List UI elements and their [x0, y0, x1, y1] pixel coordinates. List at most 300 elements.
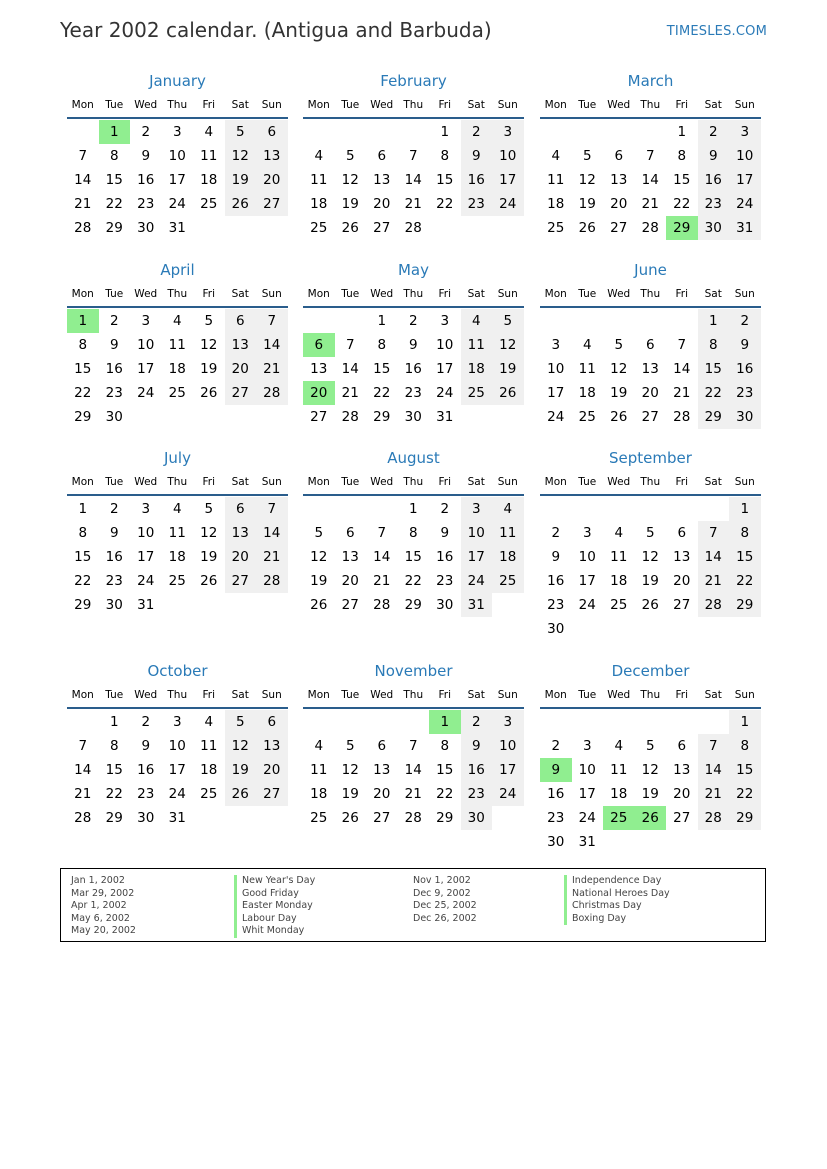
weekday-label: Thu	[167, 288, 188, 300]
legend-date: Jan 1, 2002	[71, 875, 125, 886]
page-title: Year 2002 calendar. (Antigua and Barbuda)	[60, 18, 492, 42]
weekday-label: Mon	[544, 476, 567, 488]
day-cell: 8	[377, 337, 387, 353]
day-cell: 1	[109, 714, 119, 730]
day-cell: 3	[729, 120, 761, 144]
day-cell: 3	[141, 501, 151, 517]
day-cell: 12	[225, 734, 257, 758]
day-cell: 10	[729, 144, 761, 168]
weekday-label: Sat	[704, 288, 722, 300]
holiday-day-cell: 1	[67, 309, 99, 333]
day-cell: 19	[641, 786, 659, 802]
day-cell: 7	[377, 525, 387, 541]
weekday-header	[303, 689, 524, 707]
holiday-day-cell: 6	[303, 333, 335, 357]
day-cell: 16	[137, 762, 155, 778]
holiday-day-cell: 1	[99, 120, 131, 144]
day-cell: 31	[461, 593, 493, 617]
month-name: August	[387, 449, 440, 467]
day-cell: 27	[256, 782, 288, 806]
holiday-day-cell: 29	[666, 216, 698, 240]
header-rule	[67, 117, 288, 119]
day-cell: 25	[168, 385, 186, 401]
day-cell: 20	[256, 168, 288, 192]
day-cell: 15	[404, 549, 422, 565]
weekday-label: Thu	[640, 476, 661, 488]
weekday-label: Sat	[467, 99, 485, 111]
day-cell: 1	[78, 501, 88, 517]
day-cell: 23	[547, 597, 565, 613]
day-cell: 7	[256, 497, 288, 521]
day-cell: 12	[200, 337, 218, 353]
day-cell: 18	[200, 172, 218, 188]
weekday-label: Wed	[370, 99, 394, 111]
header-rule	[540, 117, 761, 119]
day-cell: 28	[404, 220, 422, 236]
day-cell: 12	[610, 361, 628, 377]
day-cell: 19	[578, 196, 596, 212]
day-cell: 9	[109, 337, 119, 353]
legend-names-left	[234, 875, 315, 938]
weekday-label: Tue	[578, 689, 597, 701]
day-cell: 19	[200, 361, 218, 377]
month-june	[540, 261, 761, 461]
weekday-label: Wed	[607, 99, 631, 111]
day-cell: 13	[373, 762, 391, 778]
day-cell: 26	[225, 782, 257, 806]
day-cell: 13	[341, 549, 359, 565]
day-cell: 12	[310, 549, 328, 565]
weekday-label: Wed	[134, 476, 158, 488]
weekday-label: Sat	[231, 689, 249, 701]
day-cell: 21	[698, 569, 730, 593]
day-cell: 31	[168, 220, 186, 236]
weekday-label: Mon	[307, 689, 330, 701]
day-cell: 15	[436, 172, 454, 188]
day-cell: 31	[168, 810, 186, 826]
day-cell: 22	[373, 385, 391, 401]
weekday-label: Wed	[134, 288, 158, 300]
weekday-label: Thu	[167, 99, 188, 111]
day-cell: 30	[137, 810, 155, 826]
day-cell: 16	[436, 549, 454, 565]
day-cell: 6	[614, 148, 624, 164]
day-cell: 28	[256, 381, 288, 405]
header-rule	[67, 306, 288, 308]
day-cell: 10	[492, 144, 524, 168]
day-cell: 16	[404, 361, 422, 377]
day-cell: 18	[492, 545, 524, 569]
day-cell: 28	[256, 569, 288, 593]
legend-date: Apr 1, 2002	[71, 900, 127, 911]
day-cell: 13	[256, 144, 288, 168]
day-cell: 26	[492, 381, 524, 405]
weekday-label: Thu	[403, 689, 424, 701]
day-cell: 10	[461, 521, 493, 545]
month-february	[303, 72, 524, 272]
weekday-label: Thu	[640, 288, 661, 300]
day-cell: 28	[341, 409, 359, 425]
day-cell: 10	[547, 361, 565, 377]
weekday-header	[540, 99, 761, 117]
weekday-label: Sun	[261, 689, 282, 701]
day-cell: 10	[168, 738, 186, 754]
legend-name: National Heroes Day	[564, 888, 670, 901]
day-cell: 17	[168, 172, 186, 188]
legend-name: Independence Day	[564, 875, 670, 888]
day-cell: 23	[404, 385, 422, 401]
day-cell: 20	[225, 357, 257, 381]
day-cell: 2	[551, 525, 561, 541]
weekday-label: Thu	[167, 689, 188, 701]
day-cell: 19	[341, 196, 359, 212]
day-cell: 15	[373, 361, 391, 377]
day-cell: 3	[492, 710, 524, 734]
day-cell: 12	[225, 144, 257, 168]
weekday-label: Thu	[403, 288, 424, 300]
day-cell: 22	[74, 573, 92, 589]
weekday-label: Sat	[704, 689, 722, 701]
weekday-label: Tue	[341, 476, 360, 488]
day-cell: 2	[698, 120, 730, 144]
brand-link[interactable]: TIMESLES.COM	[666, 24, 767, 39]
day-cell: 25	[610, 597, 628, 613]
month-name: April	[160, 261, 195, 279]
day-cell: 12	[341, 172, 359, 188]
weekday-label: Mon	[544, 288, 567, 300]
weekday-label: Sun	[734, 689, 755, 701]
weekday-label: Sun	[734, 288, 755, 300]
day-cell: 22	[105, 786, 123, 802]
day-cell: 7	[698, 521, 730, 545]
day-cell: 4	[314, 738, 324, 754]
day-cell: 22	[436, 786, 454, 802]
day-cell: 30	[137, 220, 155, 236]
day-cell: 5	[614, 337, 624, 353]
day-cell: 17	[137, 549, 155, 565]
day-cell: 29	[404, 597, 422, 613]
day-cell: 4	[314, 148, 324, 164]
weekday-label: Sun	[497, 288, 518, 300]
day-cell: 2	[408, 313, 418, 329]
month-name: March	[627, 72, 674, 90]
day-cell: 4	[461, 309, 493, 333]
day-cell: 1	[729, 710, 761, 734]
day-cell: 1	[729, 497, 761, 521]
weekday-label: Sun	[497, 476, 518, 488]
month-name: May	[397, 261, 429, 279]
day-cell: 25	[547, 220, 565, 236]
day-cell: 9	[461, 734, 493, 758]
weekday-label: Sat	[467, 476, 485, 488]
legend-date: Nov 1, 2002	[413, 875, 471, 886]
day-cell: 30	[547, 834, 565, 850]
day-cell: 27	[256, 192, 288, 216]
day-cell: 14	[673, 361, 691, 377]
day-cell: 8	[729, 521, 761, 545]
day-cell: 30	[436, 597, 454, 613]
legend-date: Mar 29, 2002	[71, 887, 135, 899]
day-cell: 7	[345, 337, 355, 353]
day-cell: 27	[310, 409, 328, 425]
weekday-label: Sun	[261, 288, 282, 300]
month-name: November	[374, 662, 453, 680]
weekday-header	[303, 288, 524, 306]
day-cell: 1	[677, 124, 687, 140]
header-rule	[540, 707, 761, 709]
day-cell: 13	[673, 762, 691, 778]
month-september	[540, 449, 761, 649]
day-cell: 28	[74, 220, 92, 236]
day-cell: 29	[436, 810, 454, 826]
weekday-header	[67, 99, 288, 117]
day-cell: 30	[547, 621, 565, 637]
day-cell: 8	[109, 148, 119, 164]
weekday-label: Thu	[403, 476, 424, 488]
day-cell: 8	[729, 734, 761, 758]
legend-dates-right	[413, 875, 477, 925]
day-cell: 7	[408, 738, 418, 754]
day-cell: 11	[310, 762, 328, 778]
day-cell: 27	[341, 597, 359, 613]
day-cell: 7	[78, 738, 88, 754]
day-cell: 16	[461, 168, 493, 192]
legend-names-right	[564, 875, 670, 925]
day-cell: 9	[461, 144, 493, 168]
month-november	[303, 662, 524, 862]
day-cell: 17	[436, 361, 454, 377]
legend-dates-left	[71, 875, 136, 938]
weekday-label: Tue	[105, 476, 124, 488]
month-december	[540, 662, 761, 862]
month-name: December	[611, 662, 690, 680]
day-cell: 3	[172, 714, 182, 730]
day-cell: 1	[408, 501, 418, 517]
day-cell: 4	[172, 501, 182, 517]
day-cell: 11	[200, 738, 218, 754]
day-cell: 16	[547, 786, 565, 802]
day-cell: 2	[440, 501, 450, 517]
day-cell: 17	[168, 762, 186, 778]
day-cell: 24	[436, 385, 454, 401]
day-cell: 29	[373, 409, 391, 425]
day-cell: 21	[256, 357, 288, 381]
day-cell: 18	[610, 786, 628, 802]
day-cell: 11	[547, 172, 565, 188]
day-cell: 18	[547, 196, 565, 212]
legend-name: Easter Monday	[234, 900, 315, 913]
day-cell: 14	[256, 333, 288, 357]
day-cell: 30	[729, 405, 761, 429]
day-cell: 8	[78, 525, 88, 541]
day-cell: 15	[74, 549, 92, 565]
day-cell: 25	[310, 220, 328, 236]
holiday-day-cell: 20	[303, 381, 335, 405]
month-may	[303, 261, 524, 461]
month-name: September	[609, 449, 692, 467]
day-cell: 4	[551, 148, 561, 164]
day-cell: 23	[105, 385, 123, 401]
weekday-label: Tue	[341, 99, 360, 111]
day-cell: 24	[168, 196, 186, 212]
day-cell: 15	[74, 361, 92, 377]
day-cell: 11	[610, 762, 628, 778]
month-name: July	[164, 449, 191, 467]
day-cell: 28	[698, 806, 730, 830]
day-cell: 20	[256, 758, 288, 782]
day-cell: 4	[492, 497, 524, 521]
weekday-label: Tue	[341, 689, 360, 701]
day-cell: 19	[225, 168, 257, 192]
day-cell: 23	[436, 573, 454, 589]
day-cell: 4	[172, 313, 182, 329]
weekday-label: Mon	[71, 476, 94, 488]
month-july	[67, 449, 288, 649]
day-cell: 25	[200, 196, 218, 212]
day-cell: 14	[404, 762, 422, 778]
day-cell: 12	[200, 525, 218, 541]
day-cell: 31	[729, 216, 761, 240]
legend-name: New Year's Day	[234, 875, 315, 888]
day-cell: 18	[578, 385, 596, 401]
legend-date: Dec 9, 2002	[413, 887, 471, 899]
day-cell: 22	[404, 573, 422, 589]
holiday-day-cell: 9	[540, 758, 572, 782]
day-cell: 12	[578, 172, 596, 188]
day-cell: 14	[74, 762, 92, 778]
day-cell: 11	[492, 521, 524, 545]
weekday-label: Tue	[105, 288, 124, 300]
day-cell: 17	[461, 545, 493, 569]
day-cell: 6	[677, 525, 687, 541]
day-cell: 21	[373, 573, 391, 589]
legend-name: Christmas Day	[564, 900, 670, 913]
weekday-label: Sun	[497, 689, 518, 701]
day-cell: 15	[698, 357, 730, 381]
day-cell: 18	[168, 549, 186, 565]
day-cell: 3	[582, 738, 592, 754]
day-cell: 20	[673, 786, 691, 802]
day-cell: 24	[137, 573, 155, 589]
day-cell: 21	[74, 196, 92, 212]
header-rule	[67, 494, 288, 496]
weekday-label: Sat	[467, 689, 485, 701]
month-march	[540, 72, 761, 272]
day-cell: 15	[729, 758, 761, 782]
header-rule	[540, 306, 761, 308]
day-cell: 12	[492, 333, 524, 357]
day-cell: 16	[698, 168, 730, 192]
day-cell: 23	[461, 782, 493, 806]
weekday-label: Fri	[438, 476, 451, 488]
day-cell: 27	[225, 381, 257, 405]
day-cell: 30	[105, 597, 123, 613]
day-cell: 23	[547, 810, 565, 826]
day-cell: 21	[673, 385, 691, 401]
weekday-label: Mon	[71, 689, 94, 701]
day-cell: 22	[698, 381, 730, 405]
day-cell: 29	[729, 593, 761, 617]
day-cell: 11	[461, 333, 493, 357]
weekday-label: Tue	[578, 288, 597, 300]
day-cell: 2	[141, 124, 151, 140]
day-cell: 17	[547, 385, 565, 401]
day-cell: 5	[345, 738, 355, 754]
day-cell: 30	[698, 216, 730, 240]
day-cell: 21	[74, 786, 92, 802]
day-cell: 9	[440, 525, 450, 541]
weekday-label: Fri	[675, 689, 688, 701]
day-cell: 24	[547, 409, 565, 425]
weekday-header	[540, 689, 761, 707]
day-cell: 2	[461, 710, 493, 734]
day-cell: 26	[200, 573, 218, 589]
weekday-label: Sat	[231, 99, 249, 111]
day-cell: 15	[673, 172, 691, 188]
weekday-label: Sun	[261, 99, 282, 111]
weekday-label: Wed	[607, 476, 631, 488]
weekday-label: Sun	[261, 476, 282, 488]
weekday-label: Fri	[202, 288, 215, 300]
day-cell: 5	[645, 738, 655, 754]
day-cell: 18	[310, 196, 328, 212]
day-cell: 25	[461, 381, 493, 405]
day-cell: 22	[729, 569, 761, 593]
day-cell: 18	[168, 361, 186, 377]
day-cell: 27	[225, 569, 257, 593]
day-cell: 2	[551, 738, 561, 754]
day-cell: 13	[610, 172, 628, 188]
day-cell: 23	[105, 573, 123, 589]
day-cell: 4	[614, 525, 624, 541]
day-cell: 20	[673, 573, 691, 589]
weekday-label: Mon	[307, 99, 330, 111]
day-cell: 1	[698, 309, 730, 333]
day-cell: 5	[345, 148, 355, 164]
day-cell: 5	[314, 525, 324, 541]
day-cell: 16	[461, 758, 493, 782]
legend-date: May 6, 2002	[71, 912, 130, 924]
day-cell: 14	[341, 361, 359, 377]
weekday-label: Fri	[438, 99, 451, 111]
day-cell: 7	[645, 148, 655, 164]
day-cell: 11	[168, 525, 186, 541]
day-cell: 31	[578, 834, 596, 850]
weekday-label: Fri	[675, 99, 688, 111]
weekday-label: Wed	[370, 689, 394, 701]
day-cell: 27	[610, 220, 628, 236]
day-cell: 23	[137, 196, 155, 212]
day-cell: 23	[137, 786, 155, 802]
day-cell: 14	[256, 521, 288, 545]
month-january	[67, 72, 288, 272]
day-cell: 19	[492, 357, 524, 381]
day-cell: 6	[225, 309, 257, 333]
day-cell: 10	[578, 549, 596, 565]
day-cell: 3	[440, 313, 450, 329]
day-cell: 5	[582, 148, 592, 164]
day-cell: 3	[172, 124, 182, 140]
day-cell: 19	[225, 758, 257, 782]
day-cell: 13	[310, 361, 328, 377]
header-rule	[67, 707, 288, 709]
legend-name: Good Friday	[234, 888, 315, 901]
weekday-label: Wed	[134, 99, 158, 111]
day-cell: 29	[105, 810, 123, 826]
day-cell: 13	[373, 172, 391, 188]
day-cell: 18	[610, 573, 628, 589]
day-cell: 19	[641, 573, 659, 589]
